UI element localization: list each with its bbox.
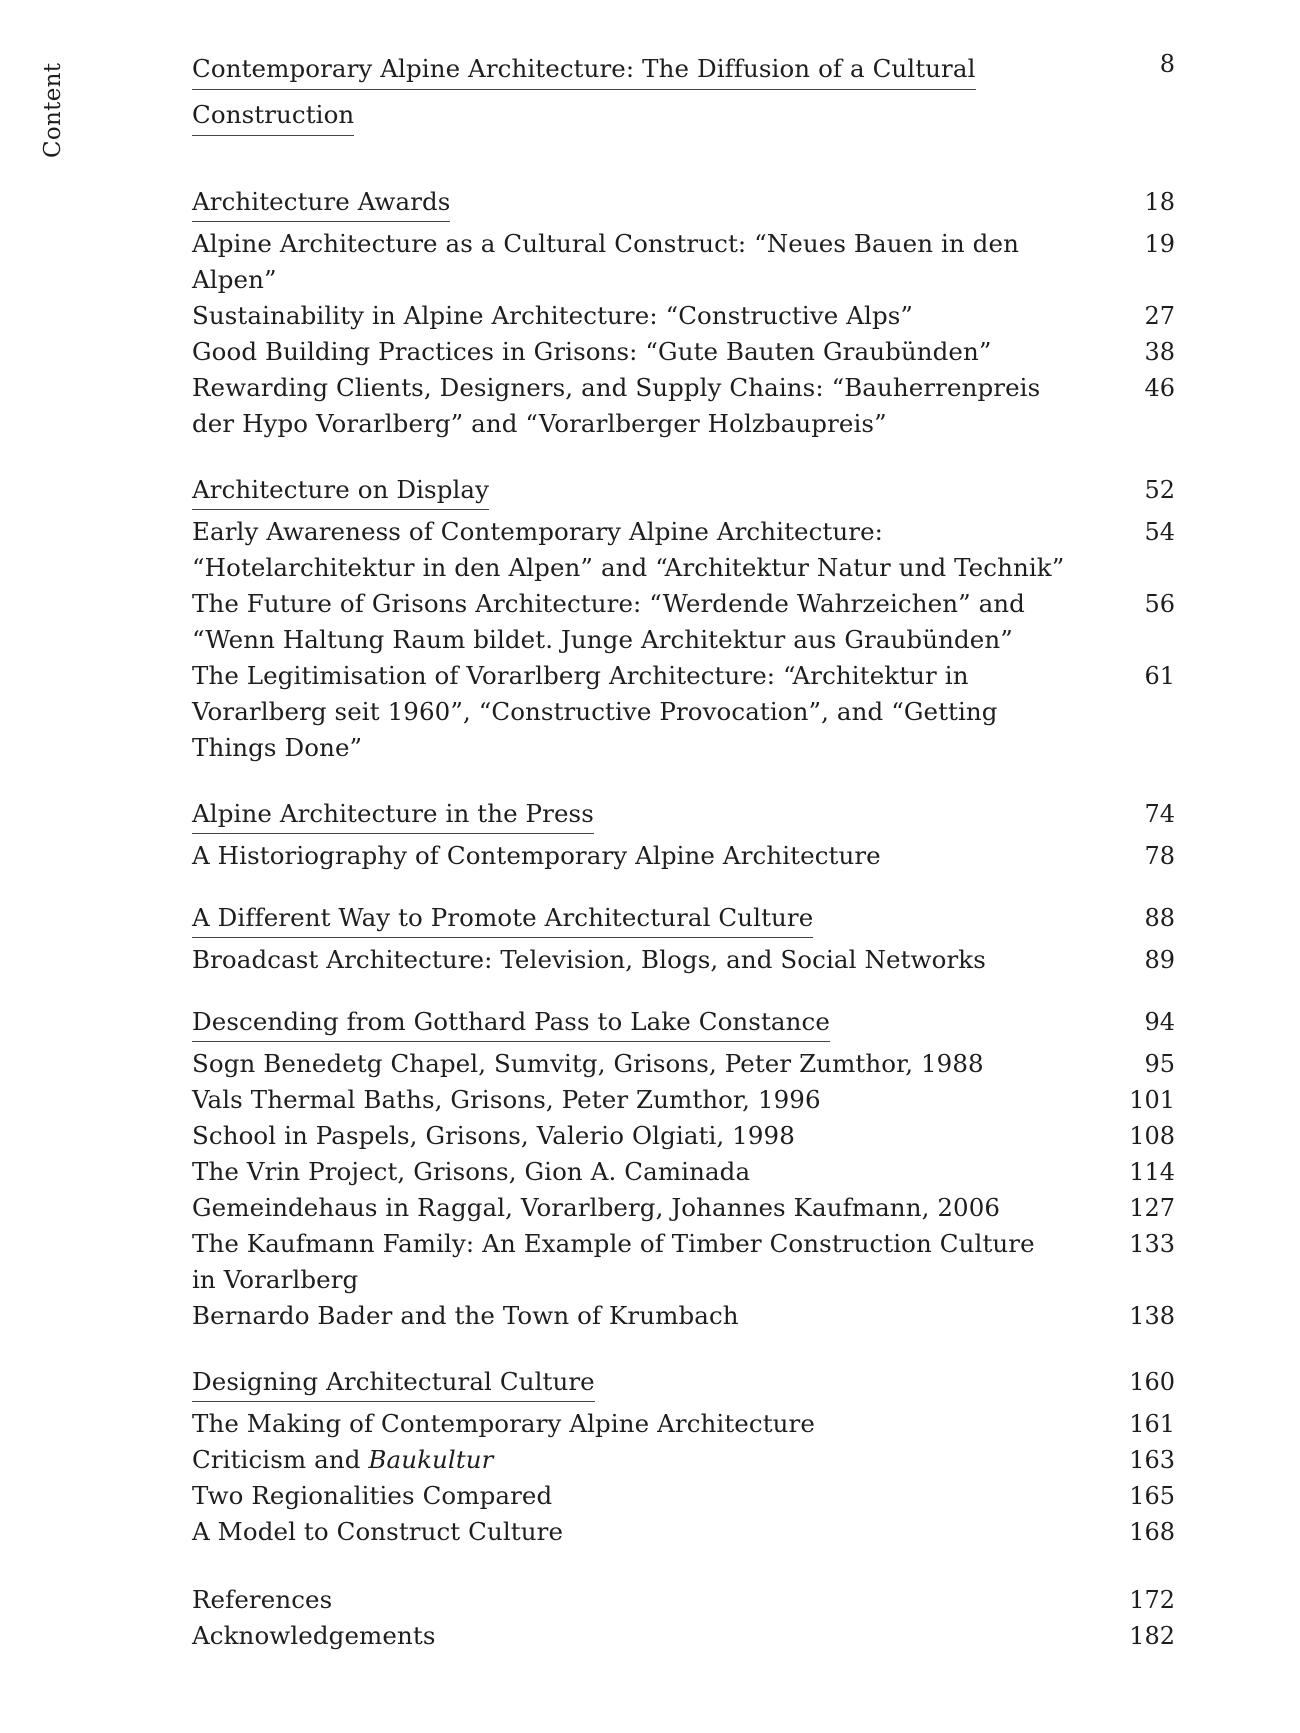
entry-title-line1: Gemeindehaus in Raggal, Vorarlberg, Johannes Kaufmann, 2006	[192, 1193, 1001, 1222]
entry-page: 56	[1144, 590, 1175, 618]
toc-entry[interactable]	[192, 1298, 1175, 1334]
toc-intro-title-line2: Construction	[192, 100, 354, 136]
toc-entry[interactable]	[192, 1082, 1175, 1118]
entry-page: 89	[1144, 946, 1175, 974]
toc-entry[interactable]	[192, 226, 1175, 298]
toc-intro-title-line1: Contemporary Alpine Architecture: The Diffusion of a Cultural	[192, 54, 976, 90]
toc-entry[interactable]	[192, 1118, 1175, 1154]
entry-page: 108	[1129, 1122, 1175, 1150]
section-heading-text: Architecture Awards	[192, 187, 450, 222]
entry-title-line1: The Vrin Project, Grisons, Gion A. Caminada	[192, 1157, 751, 1186]
toc-entry[interactable]	[192, 1478, 1175, 1514]
toc-entry-acknowledgements[interactable]	[192, 1618, 1175, 1654]
entry-title-line2: Alpen”	[192, 265, 277, 294]
entry-page: 161	[1129, 1410, 1175, 1438]
toc-entry[interactable]	[192, 1154, 1175, 1190]
toc-entry[interactable]	[192, 658, 1175, 766]
entry-page: 54	[1144, 518, 1175, 546]
toc-entry[interactable]	[192, 514, 1175, 586]
entry-page: 38	[1144, 338, 1175, 366]
toc-section-architecture-awards	[192, 184, 1175, 442]
entry-page: 114	[1129, 1158, 1175, 1186]
toc-entry[interactable]	[192, 334, 1175, 370]
entry-page: 46	[1144, 374, 1175, 402]
toc-section-heading[interactable]	[192, 796, 1175, 832]
entry-title-line2: “Wenn Haltung Raum bildet. Junge Architektur aus Graubünden”	[192, 625, 1013, 654]
entry-title-line2: “Hotelarchitektur in den Alpen” and “Architektur Natur und Technik”	[192, 553, 1065, 582]
toc-entry[interactable]	[192, 1406, 1175, 1442]
toc-intro-page: 8	[1159, 50, 1175, 78]
entry-page: 127	[1129, 1194, 1175, 1222]
section-heading-page: 88	[1144, 904, 1175, 932]
toc-entry[interactable]	[192, 370, 1175, 442]
toc-entry[interactable]	[192, 1226, 1175, 1298]
toc-entry-references[interactable]	[192, 1582, 1175, 1618]
toc-section-heading[interactable]	[192, 1004, 1175, 1040]
section-heading-text: A Different Way to Promote Architectural Culture	[192, 903, 813, 938]
toc-entry[interactable]	[192, 838, 1175, 874]
entry-title-line1: Criticism and	[192, 1445, 369, 1474]
entry-title-line1: Sustainability in Alpine Architecture: “Constructive Alps”	[192, 301, 914, 330]
toc-entry[interactable]	[192, 298, 1175, 334]
entry-page: 165	[1129, 1482, 1175, 1510]
entry-title-line1: A Historiography of Contemporary Alpine Architecture	[192, 841, 881, 870]
entry-title-italic: Baukultur	[368, 1445, 494, 1474]
section-heading-text: Designing Architectural Culture	[192, 1367, 595, 1402]
toc-section-architecture-on-display	[192, 472, 1175, 766]
toc-intro-entry[interactable]	[192, 46, 1175, 138]
section-heading-page: 18	[1144, 188, 1175, 216]
toc-section-designing-architectural-culture	[192, 1364, 1175, 1550]
entry-page: 27	[1144, 302, 1175, 330]
entry-title-line2: in Vorarlberg	[192, 1265, 359, 1294]
entry-title-line1: A Model to Construct Culture	[192, 1517, 564, 1546]
section-heading-page: 94	[1144, 1008, 1175, 1036]
entry-title-line1: The Legitimisation of Vorarlberg Architecture: “Architektur in	[192, 661, 969, 690]
entry-title-line1: Bernardo Bader and the Town of Krumbach	[192, 1301, 739, 1330]
entry-title-line1: Alpine Architecture as a Cultural Construct: “Neues Bauen in den	[192, 229, 1019, 258]
toc-back-matter	[192, 1582, 1175, 1654]
entry-title-line1: The Future of Grisons Architecture: “Werdende Wahrzeichen” and	[192, 589, 1025, 618]
entry-page: 163	[1129, 1446, 1175, 1474]
entry-title-line1: Two Regionalities Compared	[192, 1481, 553, 1510]
section-heading-text: Architecture on Display	[192, 475, 489, 510]
entry-page: 19	[1144, 230, 1175, 258]
toc-entry[interactable]	[192, 1514, 1175, 1550]
entry-title-line3: Things Done”	[192, 733, 363, 762]
entry-title-line1: Acknowledgements	[192, 1621, 436, 1650]
section-heading-text: Descending from Gotthard Pass to Lake Constance	[192, 1007, 830, 1042]
entry-page: 61	[1144, 662, 1175, 690]
entry-title-line2: Vorarlberg seit 1960”, “Constructive Provocation”, and “Getting	[192, 697, 998, 726]
section-heading-page: 74	[1144, 800, 1175, 828]
entry-title-line1: School in Paspels, Grisons, Valerio Olgiati, 1998	[192, 1121, 795, 1150]
entry-title-line1: The Kaufmann Family: An Example of Timber Construction Culture	[192, 1229, 1035, 1258]
section-heading-text: Alpine Architecture in the Press	[192, 799, 594, 834]
toc-entry[interactable]	[192, 1190, 1175, 1226]
entry-title-line1: The Making of Contemporary Alpine Architecture	[192, 1409, 815, 1438]
toc-section-descending-from-gotthard-pass	[192, 1004, 1175, 1334]
entry-title-line1: Sogn Benedetg Chapel, Sumvitg, Grisons, Peter Zumthor, 1988	[192, 1049, 984, 1078]
entry-title-line1: References	[192, 1585, 333, 1614]
section-heading-page: 160	[1129, 1368, 1175, 1396]
toc-entry[interactable]	[192, 942, 1175, 978]
toc-section-heading[interactable]	[192, 184, 1175, 220]
toc-section-alpine-architecture-in-the-press	[192, 796, 1175, 874]
entry-title-line2: der Hypo Vorarlberg” and “Vorarlberger Holzbaupreis”	[192, 409, 887, 438]
toc-entry[interactable]	[192, 1442, 1175, 1478]
toc-entry[interactable]	[192, 586, 1175, 658]
entry-title-line1: Early Awareness of Contemporary Alpine Architecture:	[192, 517, 884, 546]
entry-title-line1: Good Building Practices in Grisons: “Gute Bauten Graubünden”	[192, 337, 992, 366]
entry-page: 95	[1144, 1050, 1175, 1078]
entry-title-line1: Broadcast Architecture: Television, Blogs, and Social Networks	[192, 945, 986, 974]
entry-page: 168	[1129, 1518, 1175, 1546]
toc-section-heading[interactable]	[192, 1364, 1175, 1400]
entry-page: 101	[1129, 1086, 1175, 1114]
toc-intro-title	[192, 46, 976, 138]
entry-page: 138	[1129, 1302, 1175, 1330]
entry-page: 182	[1129, 1622, 1175, 1650]
side-label-content: Content	[40, 62, 66, 158]
table-of-contents	[192, 46, 1175, 1654]
toc-section-heading[interactable]	[192, 472, 1175, 508]
entry-title-line1: Rewarding Clients, Designers, and Supply Chains: “Bauherrenpreis	[192, 373, 1041, 402]
toc-section-heading[interactable]	[192, 900, 1175, 936]
entry-page: 172	[1129, 1586, 1175, 1614]
section-heading-page: 52	[1144, 476, 1175, 504]
toc-section-a-different-way	[192, 900, 1175, 978]
entry-title-line1: Vals Thermal Baths, Grisons, Peter Zumthor, 1996	[192, 1085, 821, 1114]
toc-entry[interactable]	[192, 1046, 1175, 1082]
entry-page: 78	[1144, 842, 1175, 870]
entry-page: 133	[1129, 1230, 1175, 1258]
